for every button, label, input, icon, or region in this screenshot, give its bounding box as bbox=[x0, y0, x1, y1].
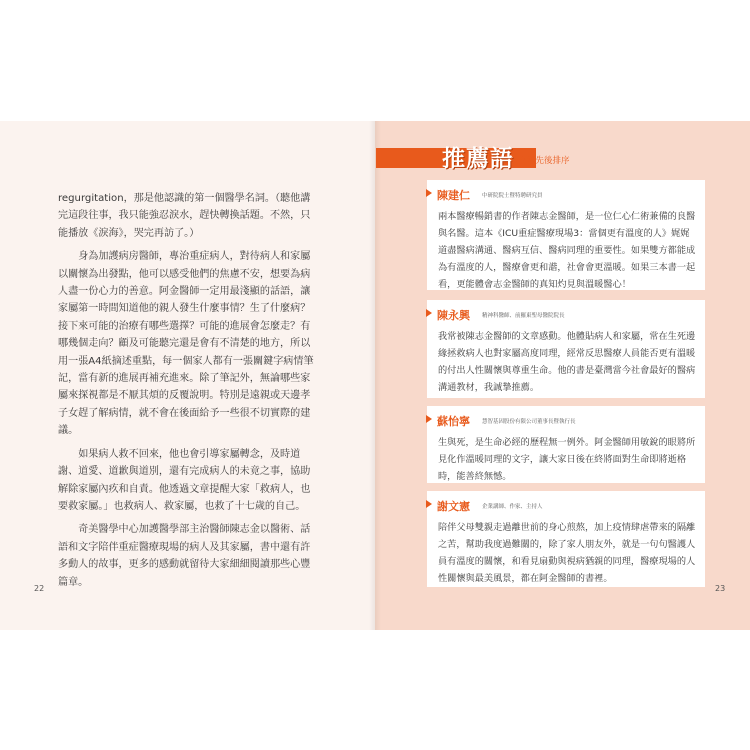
endorsement-card bbox=[427, 300, 705, 398]
triangle-marker-icon bbox=[426, 500, 432, 508]
paragraph: 身為加護病房醫師，專治重症病人，對待病人和家屬以關懷為出發點，他可以感受他們的焦慮不安，想要為病人盡一份心力的善意。阿金醫師一定用最淺顯的話語，讓家屬第一時間知道他的親人發生什麼事情？生了什麼病？接下來可能的治療有哪些選擇？可能的進展會怎麼走？有哪幾個走向？顧及可能聽完還是會有不清楚的地方，所以用一張A4紙摘述重點，每一個家人都有一張關鍵字病情筆記，當有新的進展再補充進來。除了筆記外，無論哪些家屬來探視都是不厭其煩的反覆說明。特別是遠親或天邊孝子女趕了解病情，就不會在後面給予一些很不切實際的建議。 bbox=[58, 251, 314, 437]
section-heading: 推薦語 bbox=[442, 145, 514, 172]
endorsement-text: 我常被陳志金醫師的文章感動。他體貼病人和家屬，常在生死邊緣拯救病人也對家屬高度同理，經常反思醫療人員能否更有溫暖的付出人性關懷與尊重生命。他的書是臺灣當今社會最好的醫病溝通教材，我誠摯推薦。 bbox=[438, 331, 696, 393]
paragraph: 奇美醫學中心加護醫學部主治醫師陳志金以醫術、話語和文字陪伴重症醫療現場的病人及其家屬，書中還有許多動人的故事，更多的感動就留待大家細細閱讀那些心豐篇章。 bbox=[58, 524, 311, 588]
endorser-title: 企業講師、作家、主持人 bbox=[482, 504, 543, 510]
page-gutter bbox=[369, 121, 381, 630]
endorsement-card bbox=[427, 406, 705, 483]
endorsement-card bbox=[427, 491, 705, 587]
section-subheading: 依交稿先後排序 bbox=[510, 156, 570, 166]
triangle-marker-icon bbox=[426, 309, 432, 317]
endorser-name: 蘇怡寧 bbox=[437, 415, 470, 428]
left-page-body bbox=[58, 190, 320, 597]
endorser-name: 謝文憲 bbox=[437, 500, 470, 513]
endorser-title: 精神科醫師、前羅東聖母醫院院長 bbox=[482, 313, 565, 319]
paragraph: regurgitation，那是他認識的第一個醫學名詞。（聽他講完這段往事，我只能強忍淚水，趕快轉換話題。不然，只能播放《淚海》，哭完再訪了。） bbox=[58, 193, 311, 239]
page-number-left: 22 bbox=[34, 584, 45, 593]
endorser-name: 陳建仁 bbox=[437, 189, 470, 202]
endorsement-text: 生與死，是生命必經的歷程無一例外。阿金醫師用敏銳的眼將所見化作溫暖同理的文字，讓大家日後在終將面對生命即將逝格時，能善終無憾。 bbox=[438, 437, 696, 482]
page-number-right: 23 bbox=[715, 584, 726, 593]
paragraph: 如果病人救不回來，他也會引導家屬轉念，及時道謝、道愛、道歉與道別，還有完成病人的未竟之事，協助解除家屬內疚和自責。他透過文章提醒大家「救病人，也要救家屬。」也救病人、救家屬，也救了十七歲的自己。 bbox=[58, 448, 311, 512]
endorsement-text: 陪伴父母雙親走過離世前的身心煎熬，加上疫情肆虐帶來的隔離之苦，幫助我度過難關的，除了家人朋友外，就是一句句醫護人員有溫度的關懷，和看見扇動與視病猶親的同理，醫療現場的人性關懷與最美風景，都在阿金醫師的書裡。 bbox=[438, 522, 696, 584]
endorser-title: 慧智基因股份有限公司董事長暨執行長 bbox=[482, 419, 576, 425]
triangle-marker-icon bbox=[426, 189, 432, 197]
endorser-title: 中研院院士暨特聘研究員 bbox=[482, 193, 543, 199]
endorser-name: 陳永興 bbox=[437, 309, 470, 322]
triangle-marker-icon bbox=[426, 415, 432, 423]
endorsement-card bbox=[427, 180, 705, 290]
endorsement-text: 兩本醫療暢銷書的作者陳志金醫師，是一位仁心仁術兼備的良醫與名醫。這本《ICU重症醫療現場3：當個更有溫度的人》娓娓道盡醫病溝通、醫病互信、醫病同理的重要性。如果雙方都能成為有溫度的人，醫療會更和諧，社會會更溫暖。如果三本書一起看，更能體會志金醫師的真知灼見與溫暖醫心！ bbox=[438, 211, 696, 290]
